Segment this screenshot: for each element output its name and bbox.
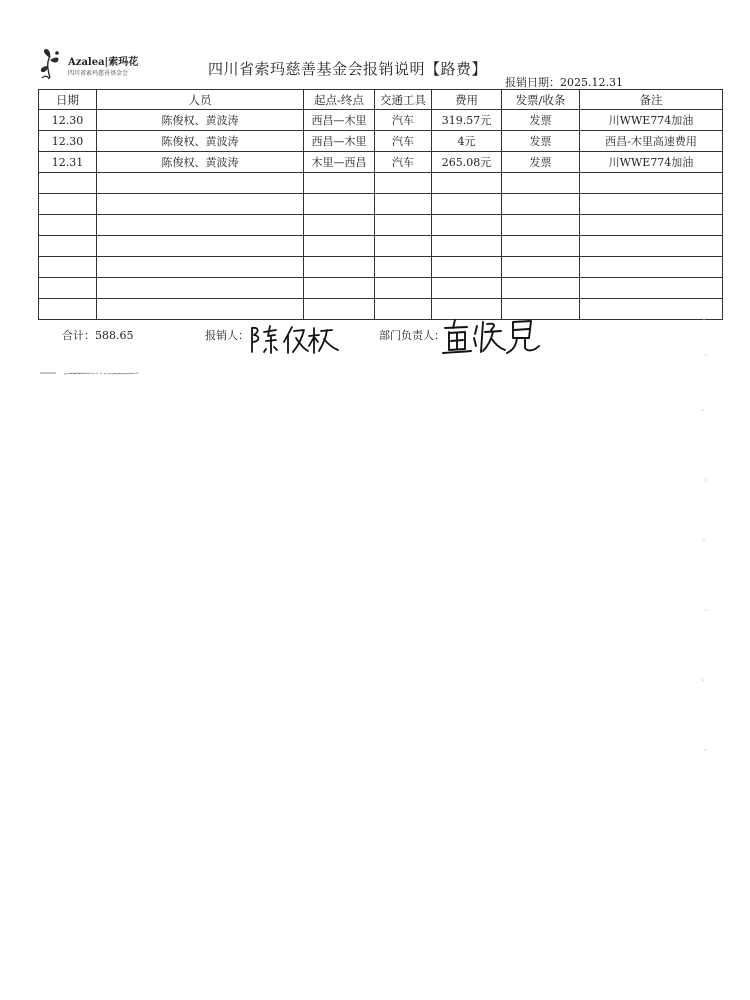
cell-notes [580, 173, 723, 194]
logo-brand: Azalea|索玛花 [68, 57, 139, 68]
cell-route [304, 278, 375, 299]
cell-date [39, 278, 97, 299]
cell-date [39, 194, 97, 215]
cell-transport [375, 215, 432, 236]
dept-head-label: 部门负责人： [379, 329, 445, 342]
cell-notes [580, 278, 723, 299]
cell-route [304, 173, 375, 194]
cell-cost [432, 278, 502, 299]
cell-transport [375, 299, 432, 320]
cell-transport: 汽车 [375, 110, 432, 131]
cell-date [39, 173, 97, 194]
header-notes: 备注 [580, 90, 723, 110]
cell-route [304, 299, 375, 320]
cell-cost: 319.57元 [432, 110, 502, 131]
cell-notes: 川WWE774加油 [580, 110, 723, 131]
table-header-row [39, 90, 723, 110]
cell-notes [580, 236, 723, 257]
cell-notes: 西昌-木里高速费用 [580, 131, 723, 152]
header-route: 起点-终点 [304, 90, 375, 110]
table-row [39, 236, 723, 257]
cell-receipt [502, 257, 580, 278]
table-row [39, 110, 723, 131]
cell-transport [375, 257, 432, 278]
cell-route: 木里—西昌 [304, 152, 375, 173]
cell-receipt: 发票 [502, 110, 580, 131]
cell-cost [432, 173, 502, 194]
cell-personnel [97, 278, 304, 299]
header-transport: 交通工具 [375, 90, 432, 110]
cell-date: 12.30 [39, 110, 97, 131]
cell-date [39, 215, 97, 236]
table-row [39, 194, 723, 215]
dept-head-signature [441, 316, 545, 358]
cell-notes: 川WWE774加油 [580, 152, 723, 173]
table-row [39, 173, 723, 194]
page-title: 四川省索玛慈善基金会报销说明【路费】 [208, 60, 488, 78]
scan-edge-speckle [700, 300, 710, 800]
cell-personnel [97, 215, 304, 236]
total-amount: 合计：588.65 [62, 329, 134, 342]
header-receipt: 发票/收条 [502, 90, 580, 110]
header-cost: 费用 [432, 90, 502, 110]
cell-transport [375, 173, 432, 194]
cell-date [39, 257, 97, 278]
cell-route [304, 236, 375, 257]
cell-receipt [502, 215, 580, 236]
cell-date [39, 299, 97, 320]
cell-receipt [502, 173, 580, 194]
cell-route [304, 215, 375, 236]
cell-route [304, 194, 375, 215]
claimant-label: 报销人： [205, 329, 249, 342]
cell-notes [580, 257, 723, 278]
header-personnel: 人员 [97, 90, 304, 110]
cell-transport [375, 278, 432, 299]
logo-subtitle: 四川省索玛慈善基金会 [68, 70, 129, 77]
cell-date: 12.31 [39, 152, 97, 173]
cell-transport: 汽车 [375, 152, 432, 173]
flower-logo-icon [36, 48, 66, 84]
table-row [39, 299, 723, 320]
header-date: 日期 [39, 90, 97, 110]
cell-route [304, 257, 375, 278]
table-row [39, 215, 723, 236]
cell-receipt [502, 194, 580, 215]
table-row [39, 152, 723, 173]
expense-table [38, 89, 723, 320]
cell-transport: 汽车 [375, 131, 432, 152]
cell-personnel [97, 257, 304, 278]
cell-cost [432, 215, 502, 236]
cell-personnel [97, 236, 304, 257]
cell-personnel [97, 299, 304, 320]
cell-transport [375, 194, 432, 215]
logo [36, 48, 166, 86]
cell-receipt: 发票 [502, 152, 580, 173]
cell-receipt: 发票 [502, 131, 580, 152]
table-row [39, 131, 723, 152]
cell-transport [375, 236, 432, 257]
cell-cost [432, 236, 502, 257]
table-row [39, 257, 723, 278]
cell-receipt [502, 236, 580, 257]
report-date: 报销日期：2025.12.31 [505, 76, 623, 89]
cell-personnel: 陈俊权、黄波涛 [97, 131, 304, 152]
cell-cost: 4元 [432, 131, 502, 152]
cell-route: 西昌—木里 [304, 131, 375, 152]
cell-personnel [97, 173, 304, 194]
cell-notes [580, 215, 723, 236]
cell-date [39, 236, 97, 257]
cell-route: 西昌—木里 [304, 110, 375, 131]
cell-date: 12.30 [39, 131, 97, 152]
cell-personnel: 陈俊权、黄波涛 [97, 152, 304, 173]
cell-cost: 265.08元 [432, 152, 502, 173]
scan-artifact [40, 369, 150, 377]
claimant-signature [248, 322, 344, 356]
table-row [39, 278, 723, 299]
cell-personnel: 陈俊权、黄波涛 [97, 110, 304, 131]
cell-receipt [502, 278, 580, 299]
cell-cost [432, 194, 502, 215]
cell-notes [580, 194, 723, 215]
cell-personnel [97, 194, 304, 215]
cell-cost [432, 257, 502, 278]
